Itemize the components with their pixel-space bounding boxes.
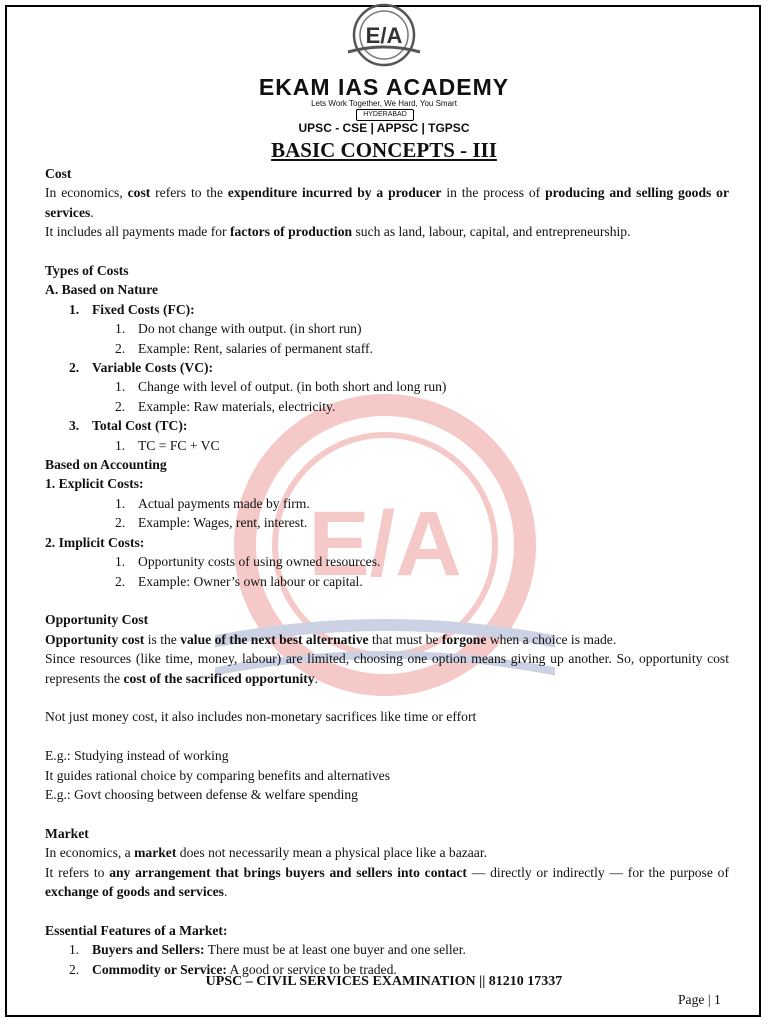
main-content (45, 164, 729, 979)
academy-name: EKAM IAS ACADEMY (258, 74, 510, 100)
cost-definition: In economics, cost refers to the expenditure incurred by a producer in the process of producing and selling goods or services. (45, 185, 729, 220)
list-item: 3. Total Cost (TC): (69, 418, 188, 434)
list-item: 1. TC = FC + VC (115, 437, 220, 453)
exam-list: UPSC - CSE | APPSC | TGPSC (298, 121, 470, 135)
market-arrangement: It refers to any arrangement that brings buyers and sellers into contact — directly or indirectly — for the purpose of exchange of goods and services. (45, 864, 729, 899)
market-definition: In economics, a market does not necessarily mean a physical place like a bazaar. (45, 845, 488, 861)
list-item: 1. Change with level of output. (in both short and long run) (115, 379, 447, 395)
list-item: 2. Variable Costs (VC): (69, 360, 214, 376)
opportunity-example-3: E.g.: Govt choosing between defense & welfare spending (45, 786, 358, 802)
list-item: 1. Opportunity costs of using owned resources. (115, 554, 381, 570)
implicit-costs-label: 2. Implicit Costs: (45, 534, 145, 550)
page-number: Page | 1 (678, 992, 721, 1007)
cost-factors: It includes all payments made for factors of production such as land, labour, capital, and entrepreneurship. (45, 224, 631, 240)
section-heading-cost: Cost (45, 166, 72, 181)
document-title: BASIC CONCEPTS - III (271, 138, 497, 162)
list-item: 1. Fixed Costs (FC): (69, 301, 195, 317)
city-label: HYDERABAD (356, 109, 414, 121)
footer-exam-contact: UPSC – CIVIL SERVICES EXAMINATION || 81210 17337 (205, 974, 563, 989)
explicit-costs-label: 1. Explicit Costs: (45, 476, 144, 492)
list-item: 2. Example: Owner’s own labour or capital. (115, 573, 363, 589)
section-heading-market: Market (45, 825, 89, 841)
list-item: 1. Actual payments made by firm. (115, 495, 310, 511)
opportunity-nonmonetary: Not just money cost, it also includes non-monetary sacrifices like time or effort (45, 709, 477, 725)
section-heading-types: Types of Costs (45, 263, 129, 279)
list-item: 1. Do not change with output. (in short run) (115, 321, 362, 337)
opportunity-definition: Opportunity cost is the value of the next best alternative that must be forgone when a choice is made. (45, 631, 617, 647)
list-item: 2. Commodity or Service: A good or service to be traded. (69, 961, 397, 977)
opportunity-explanation: Since resources (like time, money, labour) are limited, choosing one option means giving up another. So, opportunity cost represents the cost of the sacrificed opportunity. (45, 651, 729, 686)
opportunity-example-2: It guides rational choice by comparing benefits and alternatives (45, 767, 391, 783)
list-item: 1. Buyers and Sellers: There must be at least one buyer and one seller. (69, 942, 466, 958)
watermark-text: E/A (308, 493, 462, 595)
academy-logo (342, 2, 426, 68)
subheading-accounting: Based on Accounting (45, 457, 167, 473)
section-heading-opportunity: Opportunity Cost (45, 612, 149, 628)
logo-text: E/A (365, 23, 403, 48)
list-item: 2. Example: Raw materials, electricity. (115, 398, 336, 414)
market-features-heading: Essential Features of a Market: (45, 922, 228, 938)
subheading-nature: A. Based on Nature (45, 282, 159, 298)
list-item: 2. Example: Rent, salaries of permanent staff. (115, 340, 373, 356)
opportunity-example-1: E.g.: Studying instead of working (45, 748, 229, 764)
academy-tagline: Lets Work Together, We Hard, You Smart (311, 99, 457, 108)
list-item: 2. Example: Wages, rent, interest. (115, 515, 308, 531)
